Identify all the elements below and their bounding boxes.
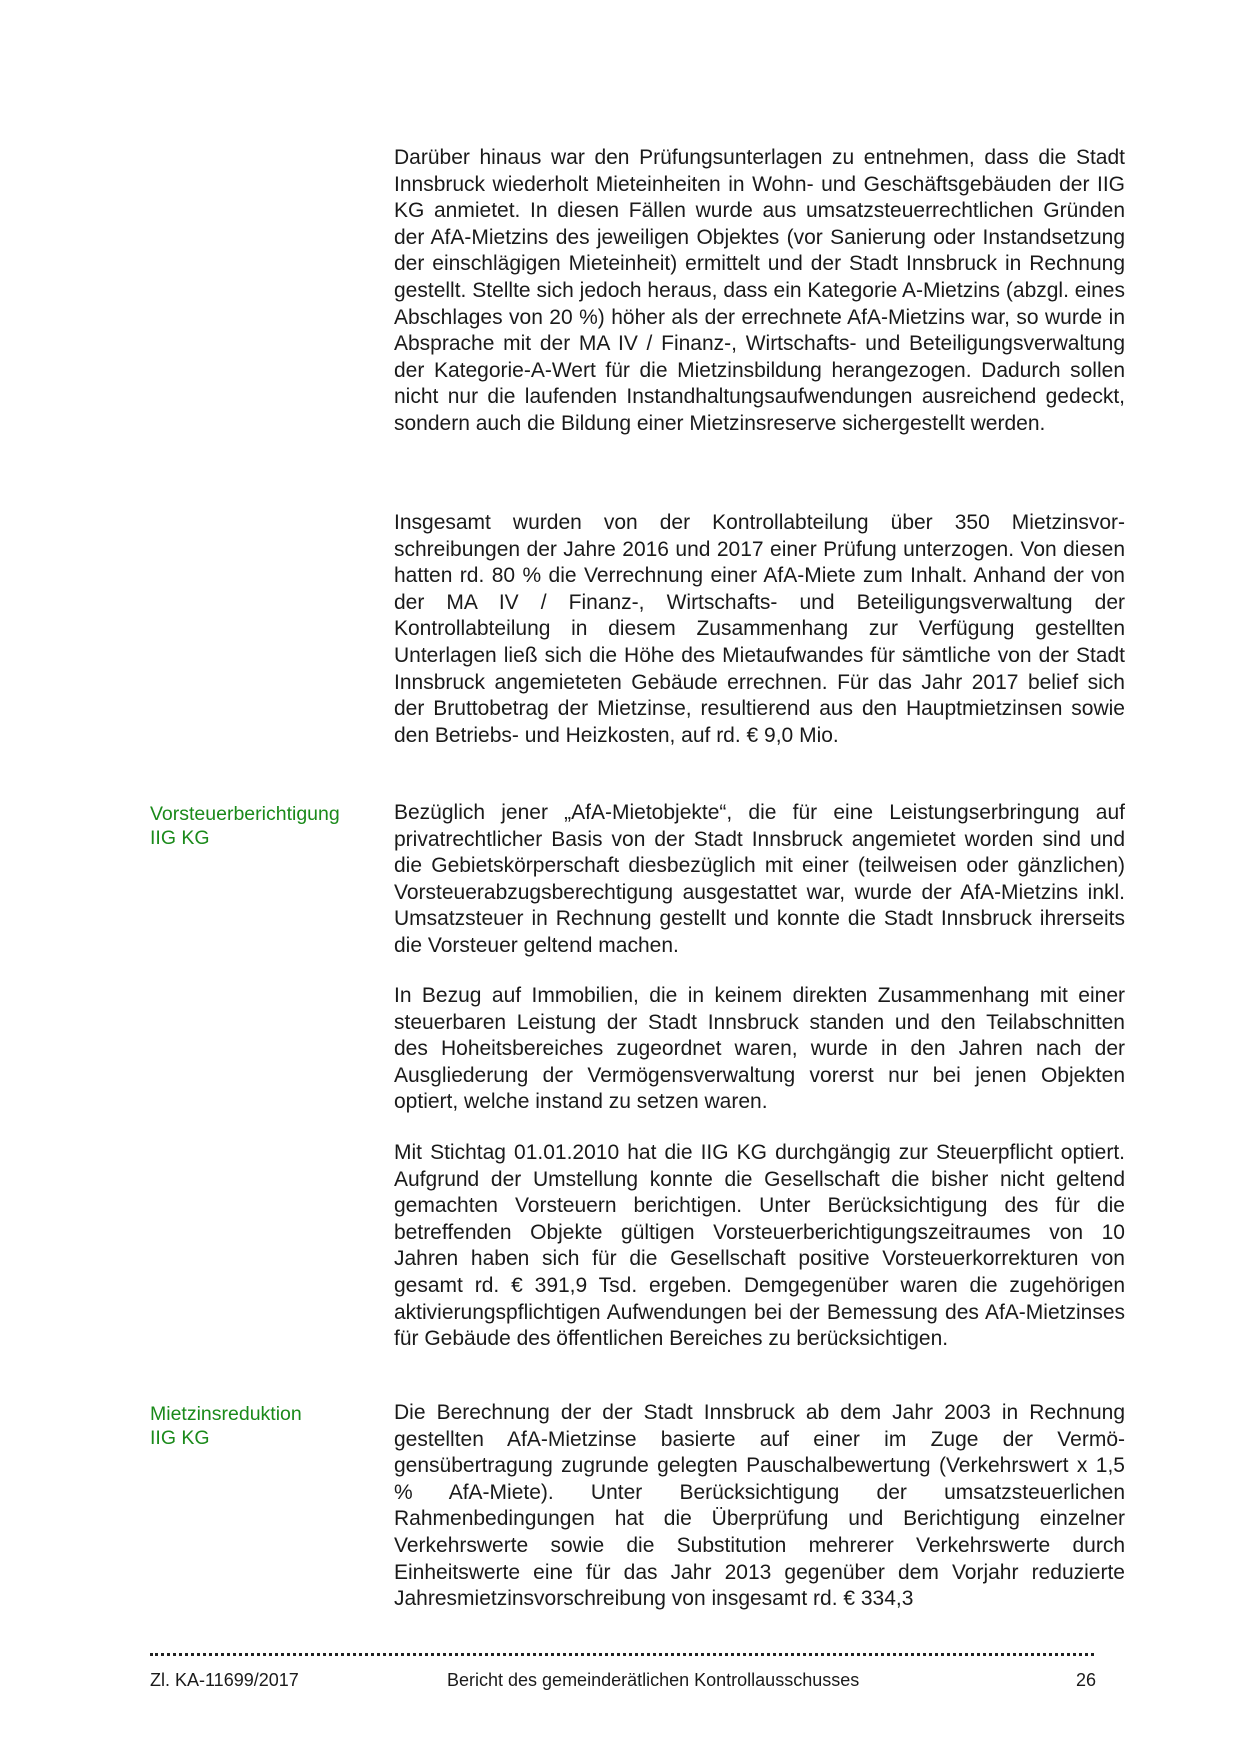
margin-note-line: Vorsteuerberichtigung [150, 803, 340, 825]
margin-note-line: Mietzinsreduktion [150, 1403, 302, 1425]
paragraph-steuerpflicht: Mit Stichtag 01.01.2010 hat die IIG KG durchgängig zur Steuerpflicht optiert. Aufgrund der Umstellung konnte die Gesellschaft die bisher nicht geltend gemachten Vorsteuern berichtigen. Unter Berücksichtigung des für die betreffenden Objekte gültigen Vorsteuerberichtigungszeitraumes von 10 Jahren haben sich für die Gesellschaft positive Vorsteuerkorrekturen von gesamt rd. € 391,9 Tsd. ergeben. Demgegenüber waren die zugehörigen aktivierungspflichtigen Aufwendungen bei der Bemessung des AfA-Mietzinses für Gebäude des öffentlichen Bereiches zu berücksichtigen. [394, 1141, 1125, 1351]
margin-note-line: IIG KG [150, 827, 210, 849]
paragraph-mietobjekte: Darüber hinaus war den Prüfungsunterlagen zu entnehmen, dass die Stadt Innsbruck wiederholt Mieteinheiten in Wohn- und Geschäftsgebäuden der IIG KG anmietet. In diesen Fällen wurde aus umsatzsteuerrechtlichen Gründen der AfA-Mietzins des jeweiligen Objektes (vor Sanierung oder Instandsetzung der einschlägigen Mieteinheit) ermittelt und der Stadt Innsbruck in Rechnung gestellt. Stellte sich jedoch heraus, dass ein Kategorie A-Mietzins (abzgl. eines Abschlages von 20 %) höher als der errechnete AfA-Mietzins war, so wurde in Absprache mit der MA IV / Finanz-, Wirtschafts- und Beteiligungsverwaltung der Kategorie-A-Wert für die Mietzinsbildung herangezogen. Dadurch sollen nicht nur die laufenden Instandhaltungsaufwendungen ausreichend gedeckt, sondern auch die Bildung einer Mietzinsreserve sichergestellt werden. [394, 146, 1125, 435]
footer-title: Bericht des gemeinderätlichen Kontrollausschusses [447, 1670, 860, 1690]
footer-divider [150, 1653, 1094, 1656]
paragraph-pruefung-mietzinsvorschreibungen: Insgesamt wurden von der Kontrollabteilung über 350 Mietzinsvorschreibungen der Jahre 2016 und 2017 einer Prüfung unterzogen. Von diesen hatten rd. 80 % die Verrechnung einer AfA-Miete zum Inhalt. Anhand der von der MA IV / Finanz-, Wirtschafts- und Beteiligungsverwaltung der Kontrollabteilung in diesem Zusammenhang zur Verfügung gestellten Unterlagen ließ sich die Höhe des Mietaufwandes für sämtliche von der Stadt Innsbruck angemieteten Gebäude errechnen. Für das Jahr 2017 belief sich der Bruttobetrag der Mietzinse, resultierend aus den Hauptmietzinsen sowie den Betriebs- und Heizkosten, auf rd. € 9,0 Mio. [394, 511, 1125, 747]
paragraph-immobilien: In Bezug auf Immobilien, die in keinem direkten Zusammenhang mit einer steuerbaren Leistung der Stadt Innsbruck standen und den Teilabschnitten des Hoheitsbereiches zugeordnet waren, wurde in den Jahren nach der Ausgliederung der Vermögensverwaltung vorerst nur bei jenen Objekten optiert, welche instand zu setzen waren. [394, 984, 1125, 1114]
margin-note-vorsteuerberichtigung [150, 802, 370, 850]
paragraph-afa-mietzinse-berechnung: Die Berechnung der der Stadt Innsbruck ab dem Jahr 2003 in Rechnung gestellten AfA-Mietzinse basierte auf einer im Zuge der Vermögensübertragung zugrunde gelegten Pauschalbewertung (Verkehrswert x 1,5 % AfA-Miete). Unter Berücksichtigung der umsatzsteuerlichen Rahmenbedingungen hat die Überprüfung und Berichtigung einzelner Verkehrswerte sowie die Substitution mehrerer Verkehrswerte durch Einheitswerte eine für das Jahr 2013 gegenüber dem Vorjahr reduzierte Jahresmietzinsvorschreibung von insgesamt rd. € 334,3 [394, 1401, 1125, 1611]
page-number: 26 [1076, 1670, 1097, 1690]
paragraph-afa-mietobjekte: Bezüglich jener „AfA-Mietobjekte“, die für eine Leistungserbringung auf privatrechtlicher Basis von der Stadt Innsbruck angemietet worden sind und die Gebietskörperschaft diesbezüglich mit einer (teilweisen oder gänzlichen) Vorsteuerabzugsberechtigung ausgestattet war, wurde der AfA-Mietzins inkl. Umsatzsteuer in Rechnung gestellt und konnte die Stadt Innsbruck ihrerseits die Vorsteuer geltend machen. [394, 801, 1125, 957]
footer-reference: Zl. KA-11699/2017 [150, 1670, 299, 1690]
margin-note-mietzinsreduktion [150, 1402, 370, 1450]
margin-note-line: IIG KG [150, 1427, 210, 1449]
